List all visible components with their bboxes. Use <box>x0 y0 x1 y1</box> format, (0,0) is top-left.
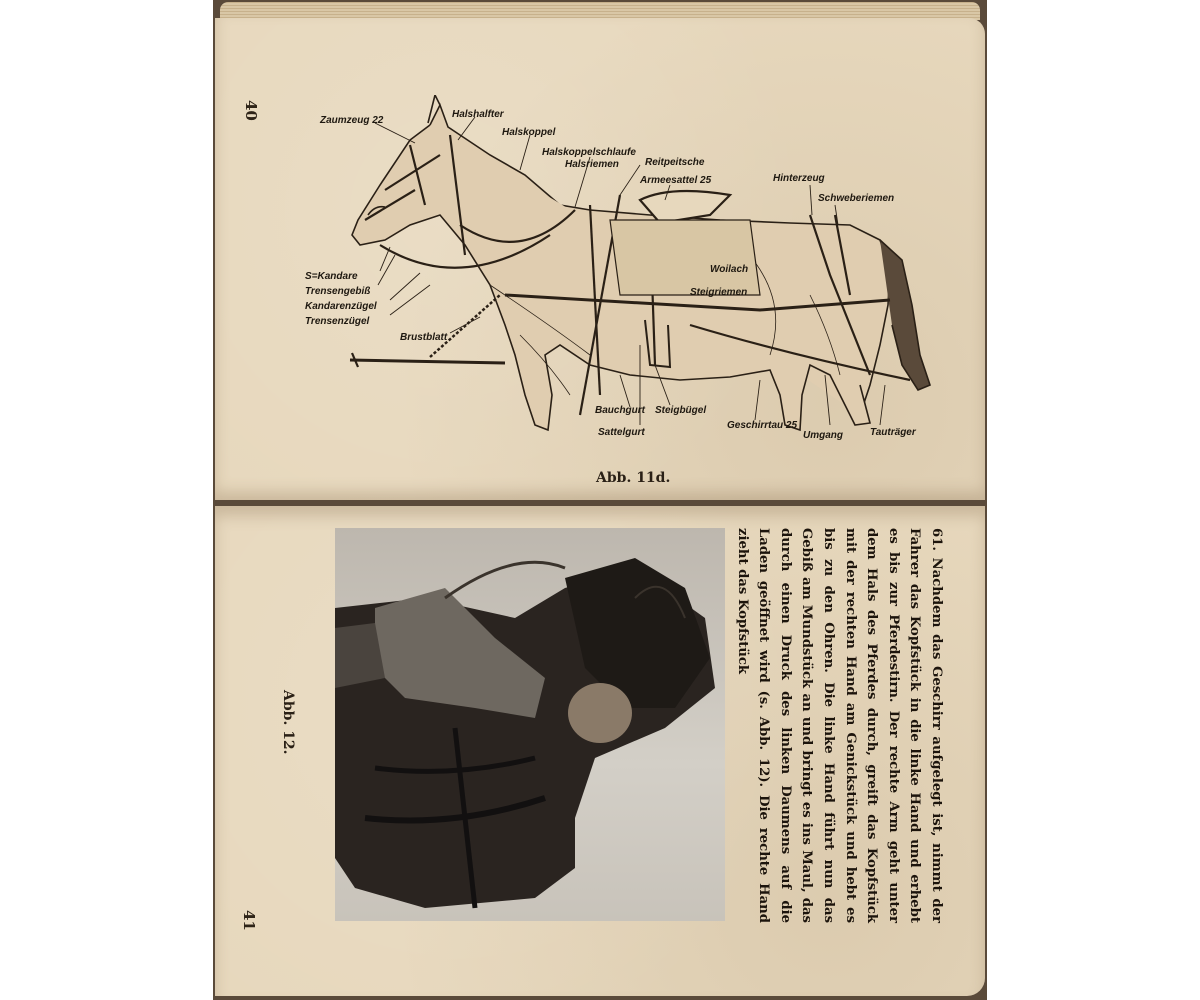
label-armeesattel: Armeesattel 25 <box>640 175 712 186</box>
label-halshalfter: Halshalfter <box>452 109 504 120</box>
body-text-rotated <box>731 528 947 923</box>
label-schweberiemen: Schweberiemen <box>818 193 895 204</box>
photo-content <box>335 528 725 921</box>
label-bauchgurt: Bauchgurt <box>595 405 645 416</box>
horse-harness-illustration <box>290 95 950 445</box>
label-halsriemen: Halsriemen <box>565 159 619 170</box>
label-hinterzeug: Hinterzeug <box>773 173 825 184</box>
body-text-column <box>734 528 947 928</box>
page-number-bottom: 41 <box>240 910 258 931</box>
label-brustblatt: Brustblatt <box>400 332 448 343</box>
label-steigbuegel: Steigbügel <box>655 405 707 416</box>
label-woilach: Woilach <box>710 264 749 275</box>
figure-caption-bottom: Abb. 12. <box>280 690 296 755</box>
label-trensengebiss: Trensengebiß <box>305 286 371 297</box>
label-steigriemen: Steigriemen <box>690 287 748 298</box>
label-reitpeitsche: Reitpeitsche <box>645 157 705 168</box>
label-zaumzeug: Zaumzeug 22 <box>320 115 384 126</box>
label-trensenzuegel: Trensenzügel <box>305 316 370 327</box>
label-sattelgurt: Sattelgurt <box>598 427 645 438</box>
harnessing-photo <box>335 528 725 921</box>
paragraph-61: 61. Nachdem das Geschirr aufgelegt ist, nimmt der Fahrer das Kopfstück in die linke Hand und erhebt es bis zur Pferdestirn. Der rechte Arm geht unter dem Hals des Pferdes durch, greift das Kopfstück mit der rechten Hand am Genickstück und hebt es bis zu den Ohren. Die linke Hand führt nun das Gebiß am Mundstück an und bringt es ins Maul, das durch einen Druck des linken Daumens auf die Laden geöffnet wird (s. Abb. 12). Die rechte Hand zieht das Kopfstück <box>734 528 944 923</box>
figure-caption-top: Abb. 11d. <box>596 470 671 486</box>
label-halskoppel: Halskoppel <box>502 127 556 138</box>
label-umgang: Umgang <box>803 430 843 441</box>
label-geschirrtau: Geschirrtau 25 <box>727 420 798 431</box>
label-kandarenzuegel: Kandarenzügel <box>305 301 377 312</box>
label-s-kandare: S=Kandare <box>305 271 358 282</box>
page-number-top: 40 <box>242 100 260 121</box>
label-halskoppelschlaufe: Halskoppelschlaufe <box>542 147 636 158</box>
label-tautraeger: Tauträger <box>870 427 916 438</box>
